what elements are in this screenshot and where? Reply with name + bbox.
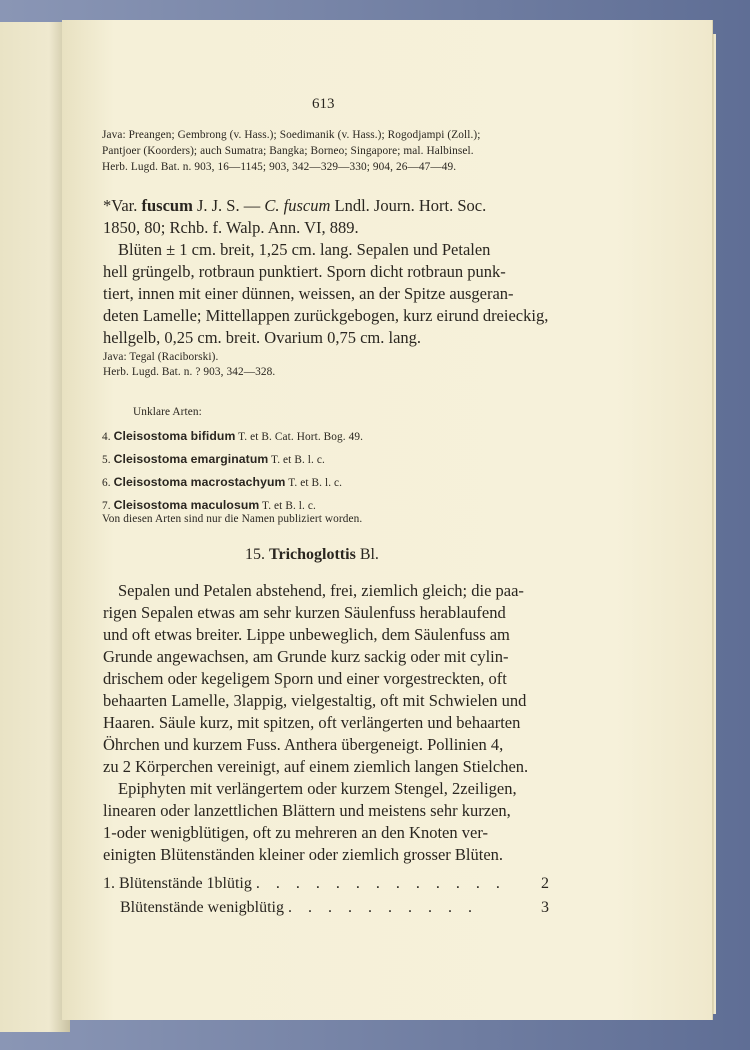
genus-description-line-3: und oft etwas breiter. Lippe unbeweglich, dem Säulenfuss am [103,625,510,644]
genus-description-line-1: Sepalen und Petalen abstehend, frei, ziemlich gleich; die paa- [118,581,524,600]
variety-description-line-2: hell grüngelb, rotbraun punktiert. Sporn dicht rotbraun punk- [103,262,506,281]
variety-locality: Java: Tegal (Raciborski). [103,351,219,363]
unclear-species-5: 5. Cleisostoma emarginatum T. et B. l. c. [102,452,325,466]
localities-line-3: Herb. Lugd. Bat. n. 903, 16—1145; 903, 342—329—330; 904, 26—47—49. [102,161,457,173]
unclear-species-6: 6. Cleisostoma macrostachyum T. et B. l. c. [102,475,343,489]
genus-description-line-4: Grunde angewachsen, am Grunde kurz sackig oder mit cylin- [103,647,509,666]
unclear-species-4: 4. Cleisostoma bifidum T. et B. Cat. Hort. Bog. 49. [102,429,364,443]
genus-name: Trichoglottis [269,546,356,563]
variety-description-line-1: Blüten ± 1 cm. breit, 1,25 cm. lang. Sepalen und Petalen [118,240,491,259]
variety-citation: 1850, 80; Rchb. f. Walp. Ann. VI, 889. [103,218,359,237]
key-entry-1-target: 2 [541,875,549,892]
key-entry-2: Blütenstände wenigblütig . . . . . . . . . . [120,899,478,916]
genus-description-line-7: Haaren. Säule kurz, mit spitzen, oft verlängerten und behaarten [103,713,521,732]
genus-description-line-9: zu 2 Körperchen vereinigt, auf einem ziemlich langen Stielchen. [103,757,529,776]
genus-description-line-6: behaarten Lamelle, 3lappig, vielgestaltig, oft mit Schwielen und [103,691,527,710]
variety-heading: *Var. fuscum J. J. S. — C. fuscum Lndl. Journ. Hort. Soc. [103,196,487,215]
key-entry-2-target: 3 [541,899,549,916]
genus-description-line-11: linearen oder lanzettlichen Blättern und meistens sehr kurzen, [103,801,511,820]
variety-herbarium: Herb. Lugd. Bat. n. ? 903, 342—328. [103,366,276,378]
genus-description-line-10: Epiphyten mit verlängertem oder kurzem Stengel, 2zeiligen, [118,779,517,798]
genus-description-line-12: 1-oder wenigblütigen, oft zu mehreren an den Knoten ver- [103,823,488,842]
variety-description-line-3: tiert, innen mit einer dünnen, weissen, an der Spitze ausgeran- [103,284,514,303]
genus-description-line-8: Öhrchen und kurzem Fuss. Anthera übergeneigt. Pollinien 4, [103,735,504,754]
page-number: 613 [312,96,335,112]
localities-line-1: Java: Preangen; Gembrong (v. Hass.); Soedimanik (v. Hass.); Rogodjampi (Zoll.); [102,129,481,141]
key-entry-1: 1. Blütenstände 1blütig . . . . . . . . . . . . . [103,875,506,892]
variety-name: fuscum [141,196,193,215]
unclear-species-heading: Unklare Arten: [133,406,202,418]
genus-description-line-2: rigen Sepalen etwas am sehr kurzen Säulenfuss herablaufend [103,603,506,622]
variety-description-line-4: deten Lamelle; Mittellappen zurückgebogen, kurz eirund dreieckig, [103,306,549,325]
genus-description-line-5: drischem oder kegeligem Sporn und einer vorgestreckten, oft [103,669,507,688]
genus-description-line-13: einigten Blütenständen kleiner oder ziemlich grosser Blüten. [103,845,504,864]
unclear-species-7: 7. Cleisostoma maculosum T. et B. l. c. [102,498,316,512]
localities-line-2: Pantjoer (Koorders); auch Sumatra; Bangka; Borneo; Singapore; mal. Halbinsel. [102,145,474,157]
variety-description-line-5: hellgelb, 0,25 cm. breit. Ovarium 0,75 cm. lang. [103,328,422,347]
unclear-species-note: Von diesen Arten sind nur die Namen publiziert worden. [102,513,363,525]
genus-heading: 15. Trichoglottis Bl. [245,546,379,563]
facing-page [0,22,70,1032]
